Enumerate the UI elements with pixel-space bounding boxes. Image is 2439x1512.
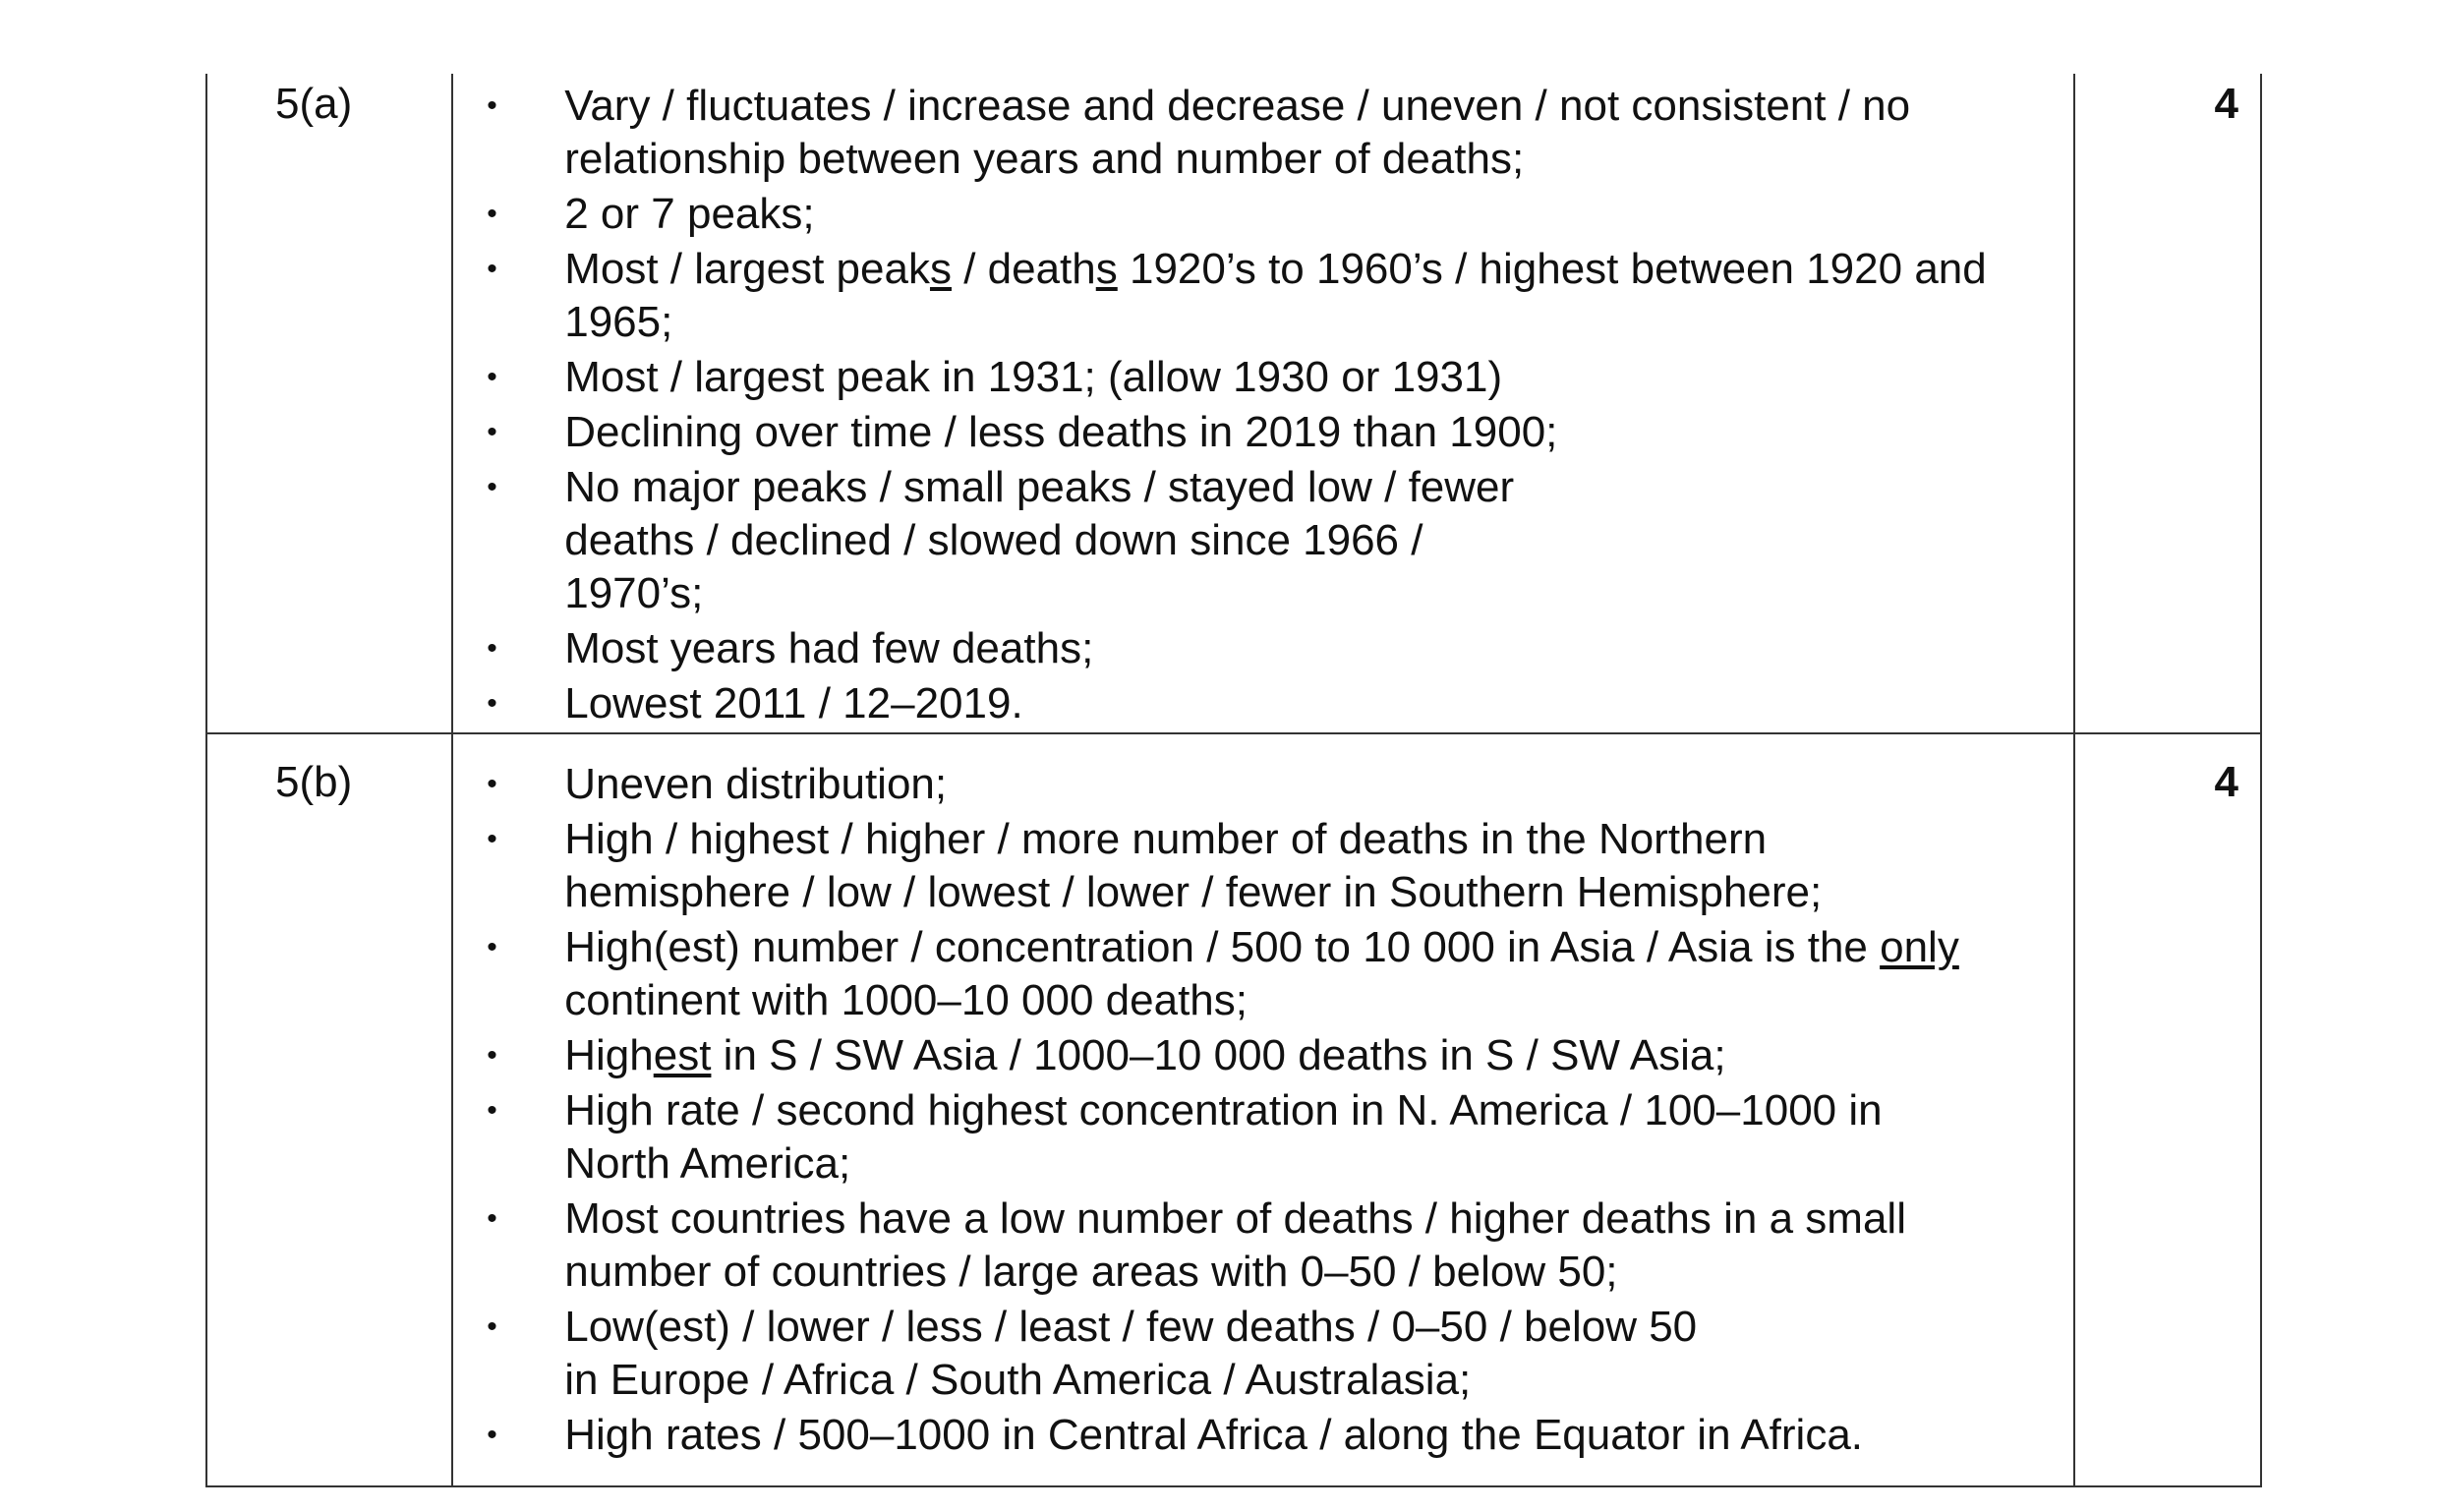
question-number: 5(b) bbox=[274, 758, 353, 806]
marks-cell bbox=[2074, 74, 2261, 733]
answer-point: • High(est) number / concentration / 500 to 10 000 in Asia / Asia is the only continent with 1000–10 000 deaths; bbox=[487, 923, 1959, 1024]
bullet-icon: • bbox=[487, 253, 497, 285]
bullet-icon: • bbox=[487, 632, 497, 665]
bullet-icon: • bbox=[487, 1419, 497, 1451]
bullet-icon: • bbox=[487, 931, 497, 963]
underlined-text: only bbox=[1880, 923, 1959, 971]
answer-point: • Declining over time / less deaths in 2019 than 1900; bbox=[453, 406, 2054, 459]
question-number: 5(a) bbox=[274, 80, 353, 128]
answer-cell bbox=[452, 74, 2074, 733]
question-number-cell bbox=[206, 733, 452, 1486]
bullet-icon: • bbox=[487, 89, 497, 122]
answer-point: • Most / largest peaks / deaths 1920’s to 1960’s / highest between 1920 and 1965; bbox=[487, 245, 1987, 346]
answer-point: • High rates / 500–1000 in Central Africa / along the Equator in Africa. bbox=[453, 1409, 2054, 1462]
underlined-text: est bbox=[653, 1031, 712, 1079]
answer-cell bbox=[452, 733, 2074, 1486]
bullet-icon: • bbox=[487, 687, 497, 720]
bullet-icon: • bbox=[487, 768, 497, 800]
answer-point: • Uneven distribution; bbox=[453, 758, 2054, 811]
marks-cell bbox=[2074, 733, 2261, 1486]
answer-point: • 2 or 7 peaks; bbox=[453, 188, 2054, 241]
bullet-icon: • bbox=[487, 1310, 497, 1343]
answer-point: • Low(est) / lower / less / least / few deaths / 0–50 / below 50 in Europe / Africa / South America / Australasia; bbox=[487, 1303, 1698, 1404]
answer-list bbox=[453, 74, 2073, 730]
bullet-icon: • bbox=[487, 416, 497, 448]
marks-value: 4 bbox=[2214, 758, 2238, 806]
bullet-icon: • bbox=[487, 361, 497, 393]
bullet-icon: • bbox=[487, 823, 497, 855]
bullet-icon: • bbox=[487, 1039, 497, 1072]
answer-point: • High / highest / higher / more number of deaths in the Northern hemisphere / low / lowest / lower / fewer in Southern Hemisphere; bbox=[487, 815, 1823, 916]
answer-point: • Most countries have a low number of deaths / higher deaths in a small number of countries / large areas with 0–50 / below 50; bbox=[487, 1194, 1906, 1296]
bullet-icon: • bbox=[487, 1094, 497, 1127]
answer-point: • Vary / fluctuates / increase and decrease / uneven / not consistent / no relationship between years and number of deaths; bbox=[487, 82, 1911, 183]
answer-point: • Highest in S / SW Asia / 1000–10 000 deaths in S / SW Asia; bbox=[453, 1029, 2054, 1082]
question-number-cell bbox=[206, 74, 452, 733]
underlined-text: s bbox=[929, 245, 952, 293]
answer-point: • Most years had few deaths; bbox=[453, 622, 2054, 675]
underlined-text: s bbox=[1095, 245, 1118, 293]
answer-point: • Lowest 2011 / 12–2019. bbox=[453, 677, 2054, 730]
bullet-icon: • bbox=[487, 198, 497, 230]
answer-point: • High rate / second highest concentration in N. America / 100–1000 in North America; bbox=[487, 1086, 1883, 1188]
table-row bbox=[206, 74, 2261, 733]
answer-point: • Most / largest peak in 1931; (allow 1930 or 1931) bbox=[453, 351, 2054, 404]
bullet-icon: • bbox=[487, 471, 497, 503]
marks-value: 4 bbox=[2214, 80, 2238, 128]
answer-point: • No major peaks / small peaks / stayed low / fewer deaths / declined / slowed down since 1966 / 1970’s; bbox=[487, 463, 1515, 617]
mark-scheme-table bbox=[205, 74, 2262, 1487]
bullet-icon: • bbox=[487, 1202, 497, 1235]
answer-list bbox=[453, 734, 2073, 1462]
table-row bbox=[206, 733, 2261, 1486]
